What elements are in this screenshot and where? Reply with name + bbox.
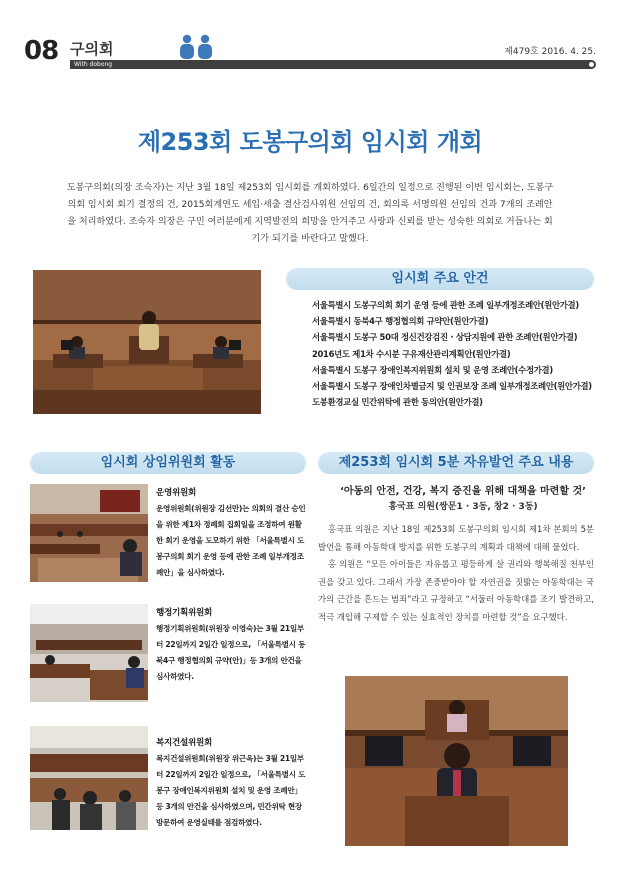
committee-name: 행정기획위원회 [156,608,213,618]
committee-text: 행정기획위원회(위원장 이영숙)는 3월 21일부터 22일까지 2일간 일정으로, 「서울특별시 동북4구 행정협의회 규약(안)」등 3개의 안건을 심사하였다. [156,624,306,681]
page-title: 제253회 도봉구의회 임시회 개회 [137,128,483,156]
header-bar [70,60,596,69]
committee-admin [156,605,306,685]
agenda-heading: 임시회 주요 안건 [286,268,594,290]
agenda-item: 서울특별시 도봉구의회 회기 운영 등에 관한 조례 일부개정조례안(원안가결) [312,300,579,310]
header-dot [589,62,594,67]
agenda-item: 서울특별시 도봉구 장애인차별금지 및 인권보장 조례 일부개정조례안(원안가결) [312,381,592,392]
session-photo [33,270,261,414]
section-name: 구의회 [70,40,114,58]
speech-heading: 제253회 임시회 5분 자유발언 주요 내용 [318,452,594,474]
agenda-item: 2016년도 제1차 수시분 구유재산관리계획안(원안가결) [312,348,511,359]
committee-text: 복지건설위원회(위원장 위근옥)는 3월 21일부터 22일까지 2일간 일정으로, 「서울특별시 도봉구 장애인복지위원회 설치 및 운영 조례안」등 3개의 안건을 심사하였으며, 민간위탁 현장방문하여 운영실태를 점검하였다. [156,754,306,827]
speaker-photo [345,676,568,846]
agenda-item: 서울특별시 도봉구 50대 정신건강검진 · 상담지원에 관한 조례안(원안가결) [312,332,578,343]
agenda-item: 도봉환경교실 민간위탁에 관한 동의안(원안가결) [312,397,483,408]
speech-body [318,521,594,627]
speech-paragraph: 홍 의원은 “모든 아이들은 자유롭고 평등하게 살 권리와 행복해질 천부인권을 갖고 있다. 그래서 가장 존중받아야 할 자연권을 짓밟는 아동학대는 국가의 근간을 흔드는 범죄”라고 규정하고 “서둘러 아동학대를 조기 발견하고, 적극 개입해 구제할 수 있는 실효적인 장치를 마련할 것”을 요구했다. [318,559,594,622]
committee-photo-admin [30,604,148,702]
intro-paragraph: 도봉구의회(의장 조숙자)는 지난 3월 18일 제253회 임시회를 개회하였다. 6일간의 일정으로 진행된 이번 임시회는, 도봉구의회 임시회 회기 결정의 건, 2015회계연도 세입·세출 결산검사위원 선임의 건, 회의록 서명의원 선임의 건과 7개의 조례안을 처리하였다. 조숙자 의장은 구민 여러분에게 지역발전의 희망을 안겨주고 사랑과 신뢰를 받는 성숙한 의회로 거듭나는 회기가 되기를 바란다고 말했다. [66,183,554,244]
committee-text: 운영위원회(위원장 김선만)는 의회의 결산 승인을 위한 제1차 정례회 집회일을 조정하여 원활한 회기 운영을 도모하기 위한 「서울특별시 도봉구의회 회기 운영 등에 관한 조례 일부개정조례안」을 심사하였다. [156,504,306,577]
speech-subtitle: ‘아동의 안전, 건강, 복지 증진을 위해 대책을 마련할 것’ [340,486,586,497]
agenda-item: 서울특별시 도봉구 장애인복지위원회 설치 및 운영 조례안(수정가결) [312,364,553,375]
committee-photo-welfare [30,726,148,830]
agenda-item: 서울특별시 동북4구 행정협의회 규약안(원안가결) [312,316,489,327]
issue-date: 제479호 2016. 4. 25. [504,47,596,57]
agenda-list [312,297,612,410]
people-icon [176,34,216,60]
section-subtitle: With dobong [74,61,113,68]
committee-name: 운영위원회 [156,488,197,498]
committee-photo-operation [30,484,148,582]
page-header [24,36,596,72]
speech-speaker: 홍국표 의원(쌍문1 · 3동, 창2 · 3동) [388,502,538,512]
committee-name: 복지건설위원회 [156,738,213,748]
page-number: 08 [24,36,59,66]
committee-operation [156,485,306,581]
committees-heading: 임시회 상임위원회 활동 [30,452,306,474]
committee-welfare [156,735,306,831]
speech-paragraph: 홍국표 의원은 지난 18일 제253회 도봉구의회 임시회 제1차 본회의 5분 발언을 통해 아동학대 방지를 위한 도봉구의 계획과 대책에 대해 물었다. [318,524,594,552]
